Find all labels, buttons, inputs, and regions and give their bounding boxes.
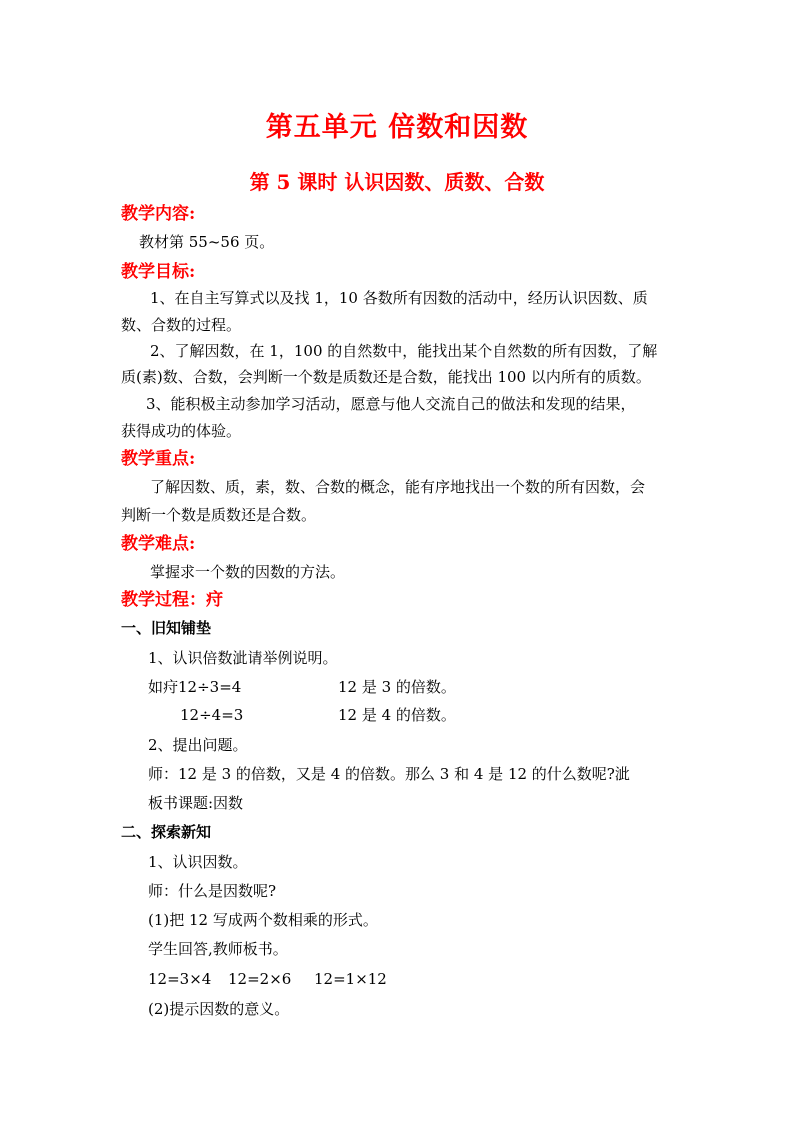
key-points-line-1: 了解因数、质，素，数、合数的概念，能有序地找出一个数的所有因数，会: [150, 478, 646, 496]
goal-1-line-1: 1、在自主写算式以及找 1，10 各数所有因数的活动中，经历认识因数、质: [150, 289, 648, 307]
lesson-subtitle: 第 5 课时 认识因数、质数、合数: [249, 170, 545, 194]
goal-1-line-2: 数、合数的过程。: [121, 316, 242, 334]
goal-3-line-2: 获得成功的体验。: [121, 422, 242, 440]
goal-2-line-2: 质(素)数、合数，会判断一个数是质数还是合数，能找出 100 以内所有的质数。: [121, 368, 651, 386]
section-2-equation-3: 12=1×12: [314, 970, 387, 988]
section-2-answer: 学生回答,教师板书。: [148, 940, 288, 958]
section-2-item-1: 1、认识因数。: [148, 853, 248, 871]
goal-2-line-1: 2、了解因数，在 1，100 的自然数中，能找出某个自然数的所有因数，了解: [150, 342, 658, 360]
section-1-result-1: 12 是 3 的倍数。: [338, 678, 456, 696]
section-1-question: 师：12 是 3 的倍数，又是 4 的倍数。那么 3 和 4 是 12 的什么数呢?泚: [148, 765, 630, 783]
section-1-heading: 一、旧知铺垫: [121, 619, 212, 637]
section-2-heading: 二、探索新知: [121, 823, 212, 841]
goal-3-line-1: 3、能积极主动参加学习活动，愿意与他人交流自己的做法和发现的结果，: [146, 395, 636, 413]
section-1-equation-2: 12÷4=3: [180, 706, 244, 724]
section-2-equation-2: 12=2×6: [228, 970, 292, 988]
unit-title: 第五单元 倍数和因数: [265, 112, 529, 143]
difficulty-text: 掌握求一个数的因数的方法。: [150, 563, 346, 581]
content-heading: 教学内容:: [121, 204, 196, 224]
section-2-question: 师：什么是因数呢?: [148, 882, 277, 900]
section-2-point-2: (2)提示因数的意义。: [148, 1000, 290, 1018]
section-1-item-1: 1、认识倍数泚请举例说明。: [148, 649, 338, 667]
content-text: 教材第 55~56 页。: [139, 233, 275, 251]
difficulty-heading: 教学难点:: [121, 534, 196, 554]
section-2-equation-1: 12=3×4: [148, 970, 212, 988]
process-heading: 教学过程：疛: [121, 590, 223, 610]
section-2-point-1: (1)把 12 写成两个数相乘的形式。: [148, 911, 378, 929]
goals-heading: 教学目标:: [121, 262, 196, 282]
section-1-item-2: 2、提出问题。: [148, 736, 248, 754]
key-points-line-2: 判断一个数是质数还是合数。: [121, 506, 317, 524]
section-1-equation-1: 如疛12÷3=4: [148, 678, 242, 696]
section-1-result-2: 12 是 4 的倍数。: [338, 706, 456, 724]
section-1-board-title: 板书课题:因数: [148, 794, 244, 812]
key-points-heading: 教学重点:: [121, 449, 196, 469]
